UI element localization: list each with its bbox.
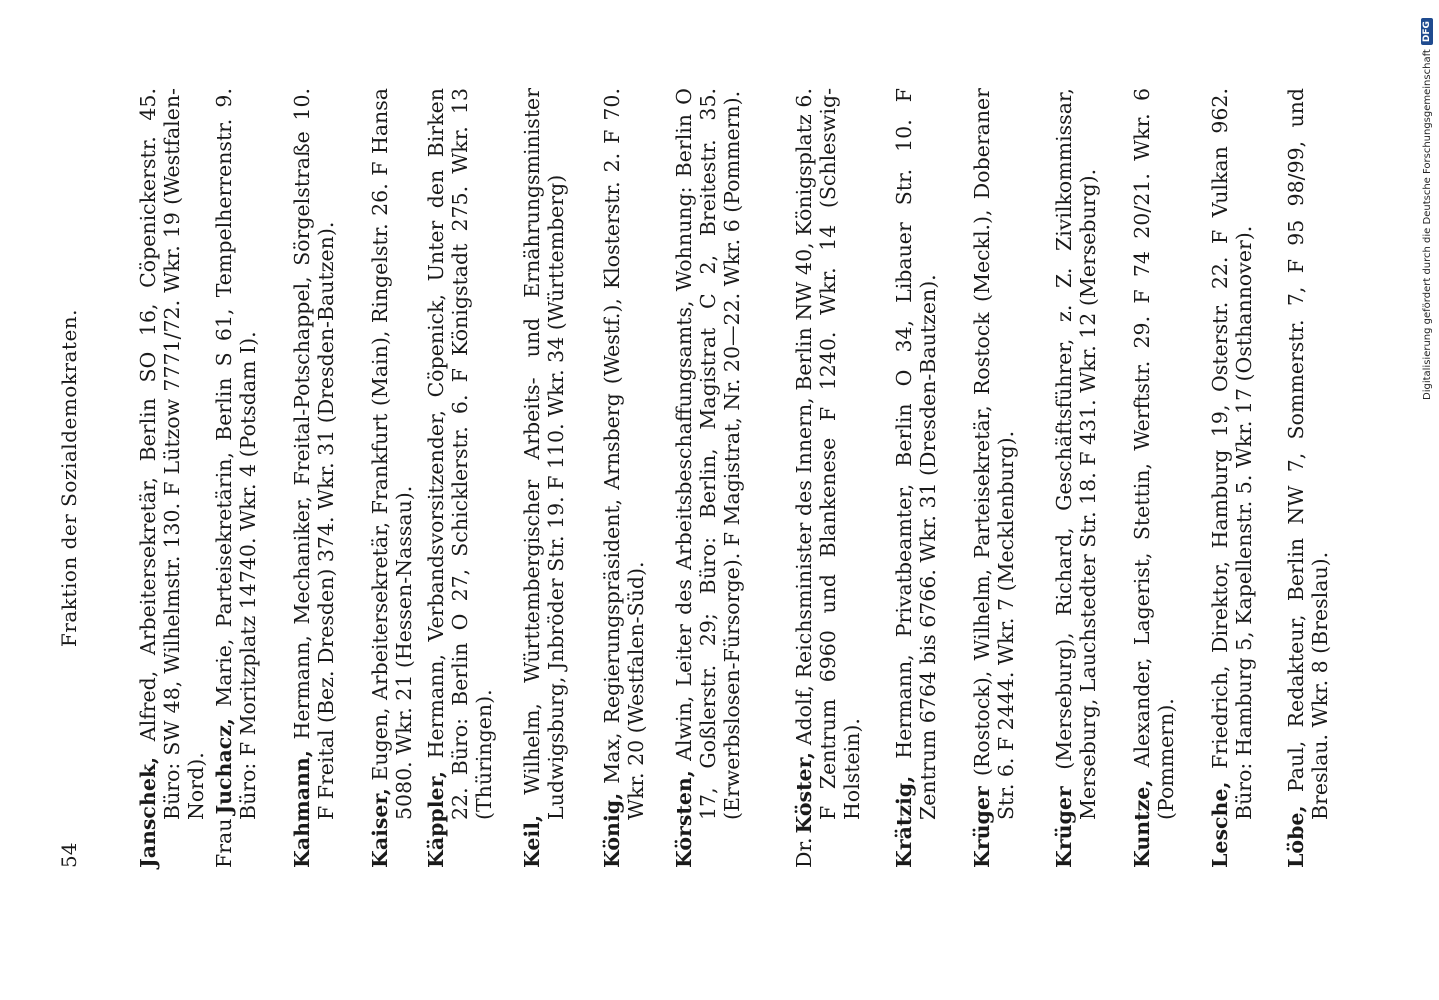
member-details: Hermann, Mechaniker, Freital-Potschappel, Sörgelstraße 10. F Freital (Bez. Dresden) 374. Wkr. 31 (Dresden-Bautzen). (290, 88, 338, 820)
member-name: Kahmann, (290, 750, 314, 868)
member-name: Käppler, (424, 770, 448, 868)
member-entry (520, 88, 568, 868)
member-entry (368, 88, 416, 868)
member-entry (792, 88, 864, 868)
member-entry (212, 88, 260, 868)
member-details: Max, Regierungspräsident, Arnsberg (Westf.), Klosterstr. 2. F 70. Wkr. 20 (Westfalen-Süd). (600, 88, 648, 820)
member-name: König, (600, 792, 624, 868)
member-details: Paul, Redakteur, Berlin NW 7, Sommerstr. 7, F 95 98/99, und Breslau. Wkr. 8 (Breslau). (1284, 88, 1332, 820)
member-entry (1284, 88, 1332, 868)
page-number: 54 (57, 842, 81, 868)
member-name: Kuntze, (1130, 779, 1154, 868)
member-details: Hermann, Privatbeamter, Berlin O 34, Libauer Str. 10. F Zentrum 6764 bis 6766. Wkr. 31 (Dresden-Bautzen). (892, 88, 940, 820)
member-title-prefix: Frau (212, 818, 236, 868)
member-name: Krüger (1052, 786, 1076, 868)
dfg-notice (1417, 8, 1437, 400)
member-entry (1130, 88, 1178, 868)
running-title: Fraktion der Sozialdemokraten. (57, 308, 81, 648)
member-entry (892, 88, 940, 868)
member-details: Friedrich, Direktor, Hamburg 19, Osterstr. 22. F Vulkan 962. Büro: Hamburg 5, Kapellenstr. 5. Wkr. 17 (Osthannover). (1208, 88, 1256, 820)
member-details: Hermann, Verbandsvorsitzender, Cöpenick, Unter den Birken 22. Büro: Berlin O 27, Schicklerstr. 6. F Königstadt 275. Wkr. 13 (Thüringen). (424, 88, 496, 820)
member-details: Eugen, Arbeitersekretär, Frankfurt (Main), Ringelstr. 26. F Hansa 5080. Wkr. 21 (Hessen-Nassau). (368, 88, 416, 820)
page-header (54, 88, 84, 868)
member-details: Alfred, Arbeitersekretär, Berlin SO 16, Cöpenickerstr. 45. Büro: SW 48, Wilhelmstr. 130. F Lützow 7771/72. Wkr. 19 (Westfalen-Nord). (136, 88, 208, 820)
member-details: Adolf, Reichsminister des Innern, Berlin NW 40, Königsplatz 6. F Zentrum 6960 und Blankenese F 1240. Wkr. 14 (Schleswig-Holstein). (792, 88, 864, 820)
member-title-prefix: Dr. (792, 837, 816, 868)
member-entry (136, 88, 208, 868)
member-details: (Rostock), Wilhelm, Parteisekretär, Rostock (Meckl.), Doberaner Str. 6. F 2444. Wkr. 7 (Mecklenburg). (970, 88, 1018, 820)
member-name: Löbe, (1284, 805, 1308, 868)
dfg-logo-icon: DFG (1421, 18, 1433, 45)
member-details: Alwin, Leiter des Arbeitsbeschaffungsamts, Wohnung: Berlin O 17, Goßlerstr. 29; Büro: Berlin, Magistrat C 2, Breitestr. 35. (Erwerbslosen-Fürsorge). F Magistrat, Nr. 20—22. Wkr. 6 (Pommern). (672, 88, 744, 820)
member-entry (1208, 88, 1256, 868)
member-name: Kaiser, (368, 788, 392, 868)
member-details: (Merseburg), Richard, Geschäftsführer, z. Z. Zivilkommissar, Merseburg, Lauchstedter Str. 18. F 431. Wkr. 12 (Merseburg). (1052, 88, 1100, 820)
member-name: Janschek, (136, 756, 160, 868)
member-entry (600, 88, 648, 868)
member-details: Marie, Parteisekretärin, Berlin S 61, Tempelherrenstr. 9. Büro: F Moritzplatz 14740. Wkr. 4 (Potsdam I). (212, 88, 260, 820)
member-entry (1052, 88, 1100, 868)
member-entry (424, 88, 496, 868)
member-details: Wilhelm, Württembergischer Arbeits- und Ernährungsminister Ludwigsburg, Jnbröder Str. 19. F 110. Wkr. 34 (Württemberg) (520, 88, 568, 820)
member-name: Keil, (520, 814, 544, 868)
member-name: Juchacz, (212, 718, 236, 815)
member-name: Krätzig, (892, 775, 916, 868)
member-name: Köster, (792, 751, 816, 834)
member-details: Alexander, Lagerist, Stettin, Werftstr. 29. F 74 20/21. Wkr. 6 (Pommern). (1130, 88, 1178, 820)
member-entry (290, 88, 338, 868)
member-entry (672, 88, 744, 868)
dfg-notice-text: Digitalisierung gefördert durch die Deutsche Forschungsgemeinschaft (1421, 49, 1433, 400)
member-name: Körsten, (672, 770, 696, 868)
member-name: Lesche, (1208, 781, 1232, 868)
member-entry (970, 88, 1018, 868)
member-name: Krüger (970, 786, 994, 868)
